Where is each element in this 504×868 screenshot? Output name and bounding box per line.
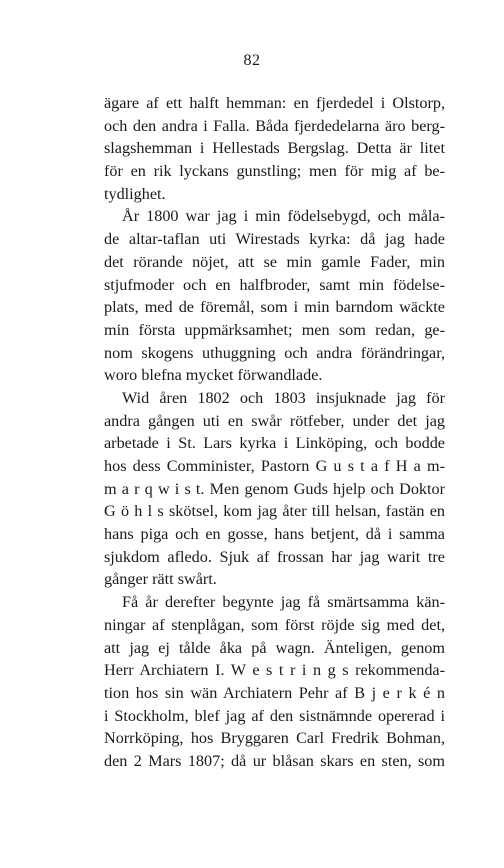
text-line: de altar-taflan uti Wirestads kyrka: då jag hade: [104, 230, 445, 249]
text-line: gånger rätt swårt.: [104, 570, 217, 589]
text-line: den 2 Mars 1807; då ur blåsan skars en sten, som: [104, 751, 445, 770]
text-line: andra gången uti en swår rötfeber, under det jag: [104, 411, 445, 430]
text-line: Herr Archiatern I. W e s t r i n g s rekommenda-: [104, 661, 445, 680]
text-line: G ö h l s skötsel, kom jag åter till helsan, fastän en: [104, 502, 445, 521]
text-line: för en rik lyckans gunstling; men för mig af be-: [104, 162, 445, 181]
text-line: att jag ej tålde åka på wagn. Änteligen, genom: [104, 638, 445, 657]
text-line: tion hos sin wän Archiatern Pehr af B j e r k é n: [104, 683, 445, 702]
text-line: och den andra i Falla. Båda fjerdedelarna äro berg-: [104, 116, 445, 135]
text-line: ägare af ett halft hemman: en fjerdedel i Olstorp,: [104, 94, 445, 112]
text-line: År 1800 war jag i min födelsebygd, och måla-: [122, 207, 445, 226]
text-line: min första uppmärksamhet; men som redan, ge-: [104, 320, 445, 339]
text-line: Wid åren 1802 och 1803 insjuknade jag för: [122, 388, 445, 407]
text-line: nom skogens uthuggning och andra förändringar,: [104, 343, 445, 362]
text-line: m a r q w i s t. Men genom Guds hjelp och Doktor: [104, 479, 445, 498]
body-text: [104, 92, 445, 773]
text-line: tydlighet.: [104, 184, 166, 203]
text-line: hos dess Comminister, Pastorn G u s t a f H a m-: [104, 457, 445, 475]
text-line: hans piga och en gosse, hans betjent, då i samma: [104, 525, 445, 544]
page-number: 82: [243, 52, 261, 69]
text-line: slagshemman i Hellestads Bergslag. Detta är litet: [104, 139, 445, 158]
text-line: sjukdom afledo. Sjuk af frossan har jag warit tre: [104, 547, 445, 566]
text-line: woro blefna mycket förwandlade.: [104, 366, 323, 385]
text-line: det rörande nöjet, att se min gamle Fader, min: [104, 252, 445, 271]
text-line: i Stockholm, blef jag af den sistnämnde opererad i: [104, 706, 445, 725]
text-line: Få år derefter begynte jag få smärtsamma kän-: [122, 593, 445, 612]
text-line: Norrköping, hos Bryggaren Carl Fredrik Bohman,: [104, 729, 445, 748]
text-line: plats, med de föremål, som i min barndom wäckte: [104, 298, 445, 317]
text-line: arbetade i St. Lars kyrka i Linköping, och bodde: [104, 434, 445, 453]
text-line: ningar af stenplågan, som först röjde sig med det,: [104, 615, 445, 634]
text-line: stjufmoder och en halfbroder, samt min födelse-: [104, 275, 445, 294]
